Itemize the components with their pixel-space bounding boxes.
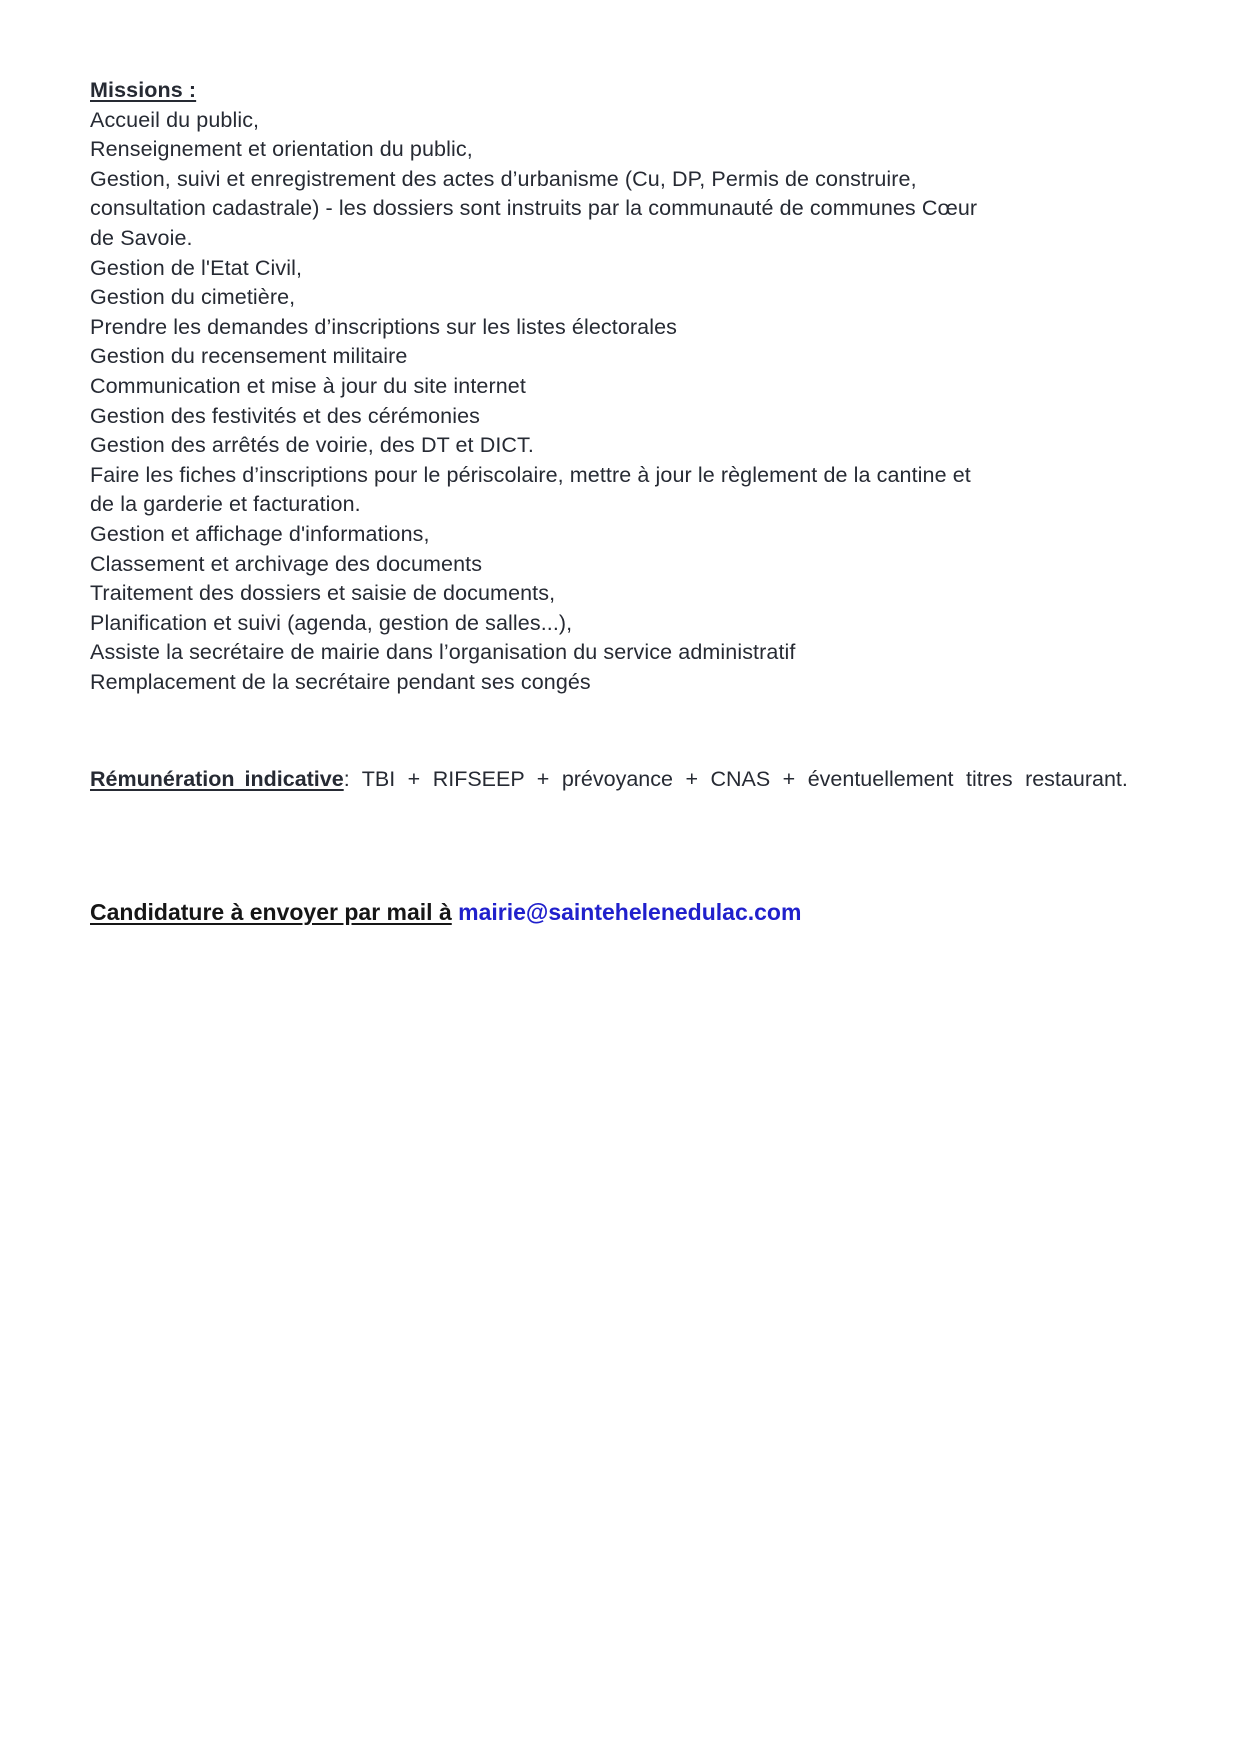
- remuneration-paragraph: [90, 765, 1150, 795]
- missions-list: [90, 106, 1150, 698]
- remuneration-label: Rémunération indicative: [90, 766, 344, 791]
- mission-item: Gestion du cimetière,: [90, 285, 296, 310]
- candidature-paragraph: [90, 897, 1150, 927]
- candidature-email-link[interactable]: mairie@saintehelenedulac.com: [458, 899, 802, 926]
- remuneration-value: : TBI + RIFSEEP + prévoyance + CNAS + éventuellement titres restaurant.: [343, 766, 1128, 791]
- mission-item: Prendre les demandes d’inscriptions sur les listes électorales: [90, 314, 677, 339]
- missions-section: [90, 76, 1150, 697]
- mission-item: Gestion, suivi et enregistrement des actes d’urbanisme (Cu, DP, Permis de construire, consultation cadastrale) - les dossiers sont instruits par la communauté de communes Cœur de Savoie.: [90, 166, 978, 250]
- mission-item: Planification et suivi (agenda, gestion de salles...),: [90, 610, 573, 635]
- missions-heading-row: [90, 76, 1150, 106]
- mission-item: Gestion des festivités et des cérémonies: [90, 403, 480, 428]
- candidature-label: Candidature à envoyer par mail à: [90, 899, 452, 926]
- mission-item: Remplacement de la secrétaire pendant ses congés: [90, 669, 591, 694]
- missions-heading: Missions :: [90, 78, 197, 102]
- mission-item: Assiste la secrétaire de mairie dans l’organisation du service administratif: [90, 640, 796, 665]
- mission-item: Gestion du recensement militaire: [90, 344, 408, 369]
- mission-item: Gestion de l'Etat Civil,: [90, 255, 303, 280]
- section-spacer: [90, 697, 1150, 743]
- mission-item: Renseignement et orientation du public,: [90, 137, 473, 162]
- mission-item: Gestion des arrêtés de voirie, des DT et DICT.: [90, 433, 534, 458]
- document-content: [90, 76, 1150, 950]
- mission-item: Traitement des dossiers et saisie de documents,: [90, 581, 556, 606]
- mission-item: Faire les fiches d’inscriptions pour le périscolaire, mettre à jour le règlement de la cantine et de la garderie et facturation.: [90, 462, 971, 517]
- mission-item: Communication et mise à jour du site internet: [90, 373, 526, 398]
- mission-item: Classement et archivage des documents: [90, 551, 483, 576]
- mission-item: Gestion et affichage d'informations,: [90, 521, 430, 546]
- mission-item: Accueil du public,: [90, 107, 260, 132]
- section-spacer: [90, 816, 1150, 874]
